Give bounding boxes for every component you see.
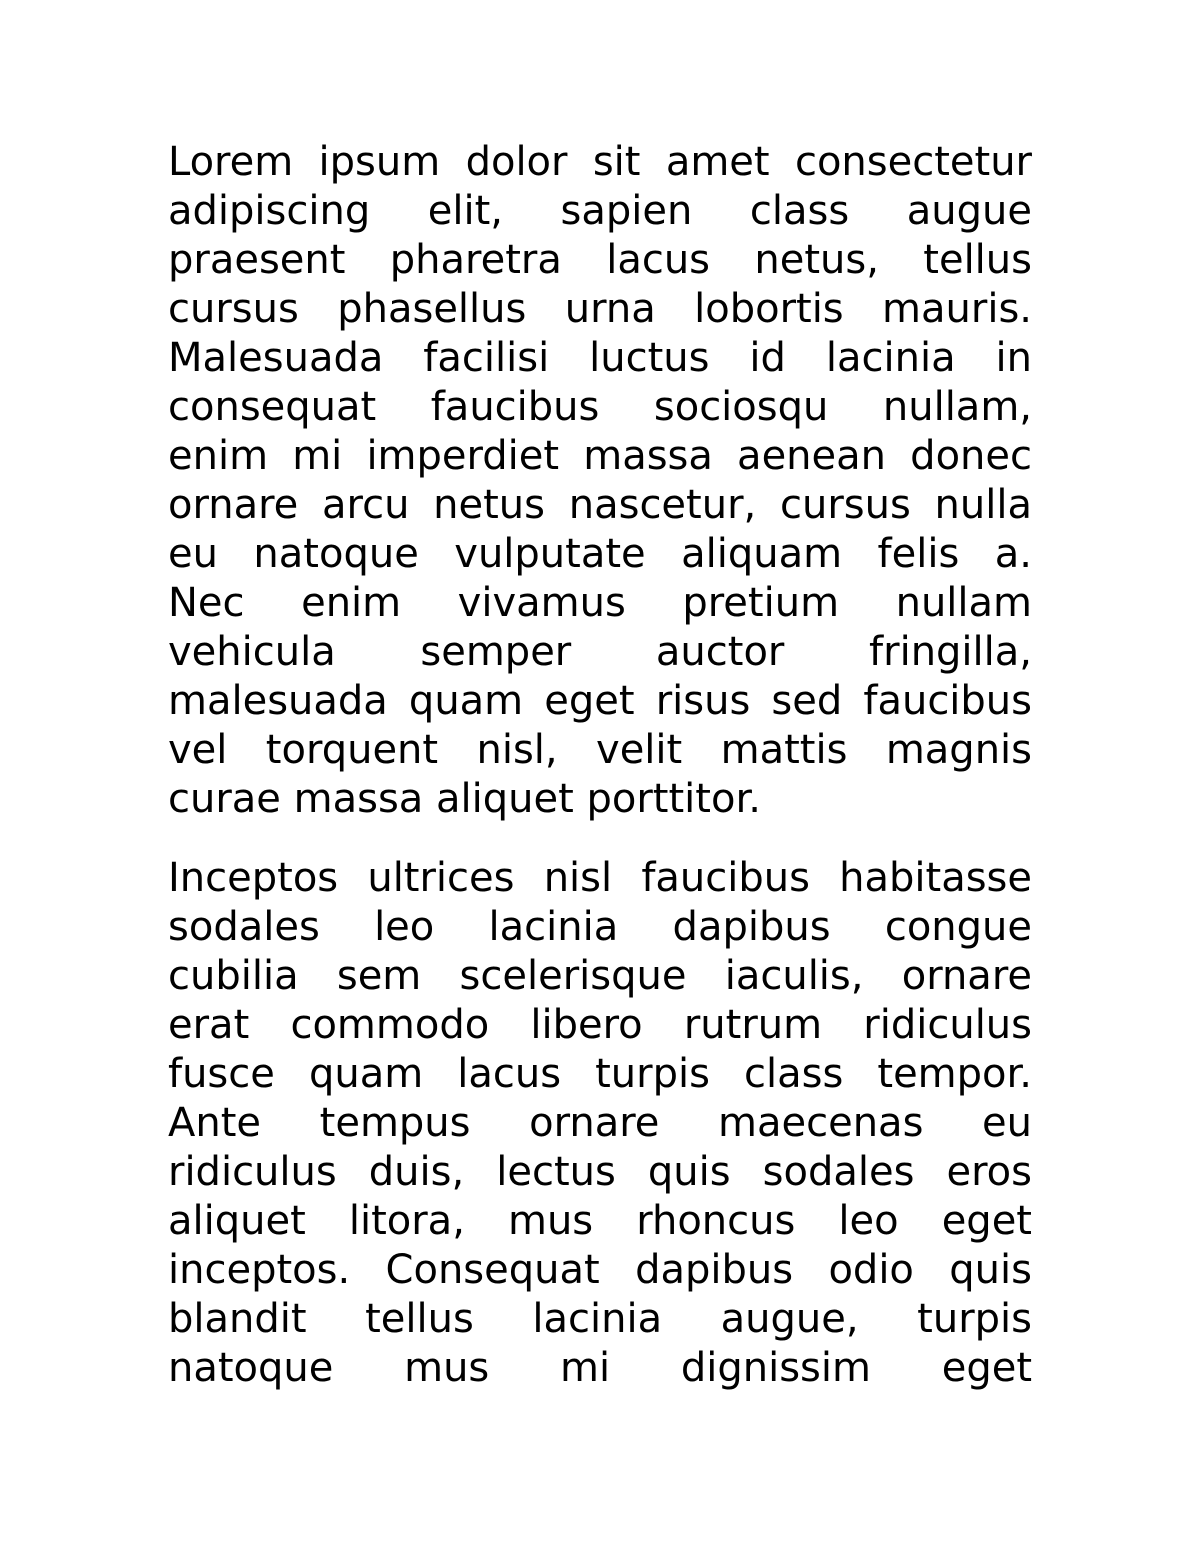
text-line: Malesuada facilisi luctus id lacinia in	[168, 335, 1032, 381]
text-line: consequat faucibus sociosqu nullam,	[168, 384, 1032, 430]
text-line: fusce quam lacus turpis class tempor.	[168, 1051, 1032, 1097]
text-line: blandit tellus lacinia augue, turpis	[168, 1296, 1032, 1342]
text-line: eu natoque vulputate aliquam felis a.	[168, 531, 1032, 577]
text-line: vel torquent nisl, velit mattis magnis	[168, 727, 1032, 773]
text-line: vehicula semper auctor fringilla,	[168, 629, 1032, 675]
text-line: Nec enim vivamus pretium nullam	[168, 580, 1032, 626]
text-line: adipiscing elit, sapien class augue	[168, 188, 1032, 234]
text-line: erat commodo libero rutrum ridiculus	[168, 1002, 1032, 1048]
text-line: inceptos. Consequat dapibus odio quis	[168, 1247, 1032, 1293]
text-line: sodales leo lacinia dapibus congue	[168, 904, 1032, 950]
text-line: cubilia sem scelerisque iaculis, ornare	[168, 953, 1032, 999]
text-line: cursus phasellus urna lobortis mauris.	[168, 286, 1032, 332]
text-line: praesent pharetra lacus netus, tellus	[168, 237, 1032, 283]
text-line: Ante tempus ornare maecenas eu	[168, 1100, 1032, 1146]
text-line: curae massa aliquet porttitor.	[168, 776, 761, 822]
paragraph-2	[168, 854, 1032, 1393]
text-line: ridiculus duis, lectus quis sodales eros	[168, 1149, 1032, 1195]
text-line: Inceptos ultrices nisl faucibus habitasse	[168, 855, 1032, 901]
text-line: Lorem ipsum dolor sit amet consectetur	[168, 139, 1032, 185]
text-line: aliquet litora, mus rhoncus leo eget	[168, 1198, 1032, 1244]
text-body	[168, 138, 1032, 1393]
text-line: ornare arcu netus nascetur, cursus nulla	[168, 482, 1032, 528]
paragraph-1	[168, 138, 1032, 824]
text-line: malesuada quam eget risus sed faucibus	[168, 678, 1032, 724]
text-line: natoque mus mi dignissim eget	[168, 1345, 1032, 1391]
text-line: enim mi imperdiet massa aenean donec	[168, 433, 1032, 479]
